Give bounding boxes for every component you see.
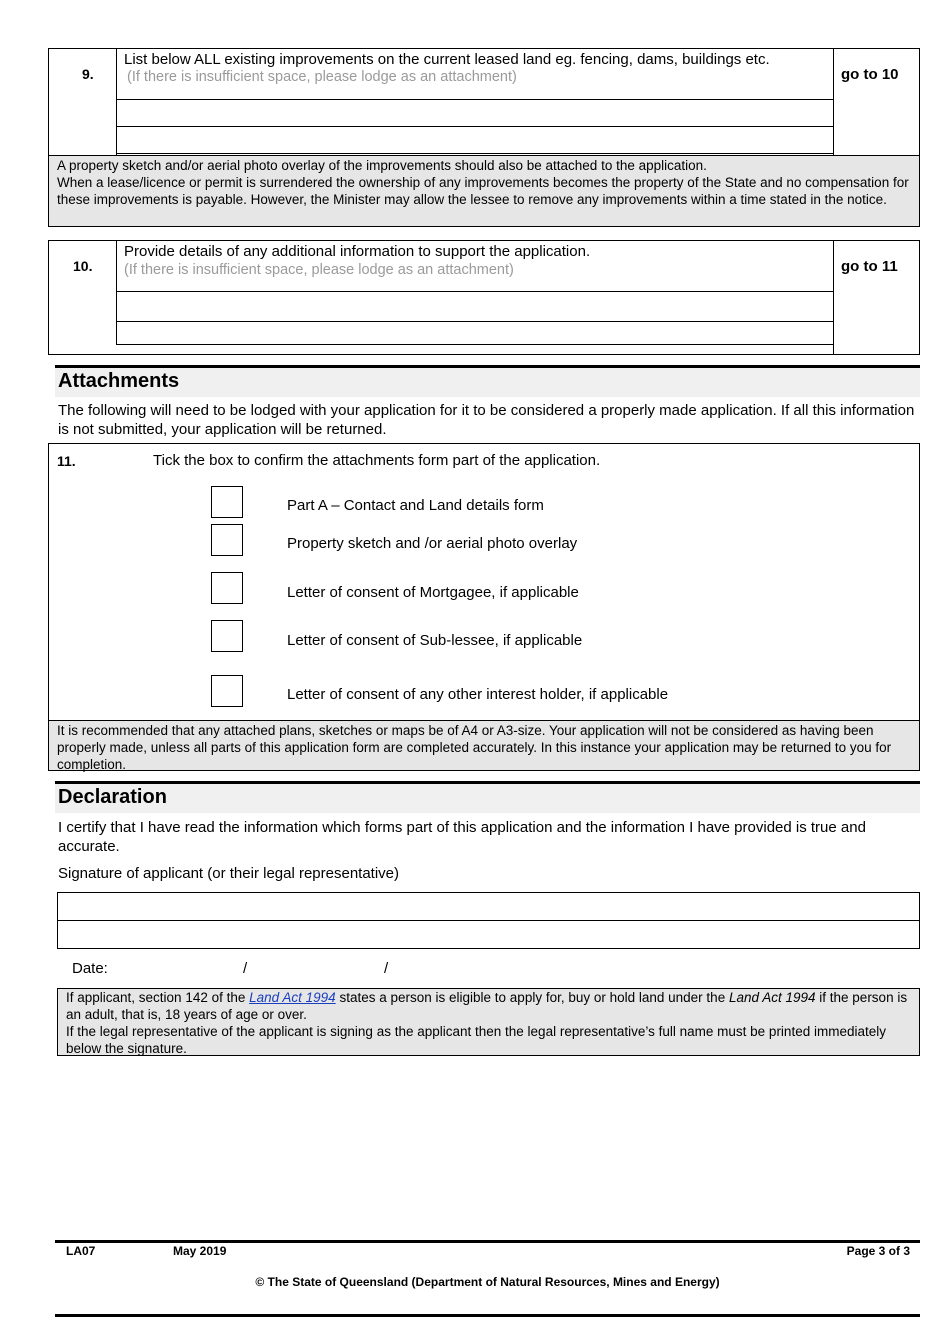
improvements-field-1[interactable] <box>116 99 834 127</box>
question-9-note-line1: A property sketch and/or aerial photo overlay of the improvements should also be attached to the application. <box>57 158 707 173</box>
checkbox-sub-lessee-consent-label: Letter of consent of Sub-lessee, if applicable <box>287 632 583 649</box>
question-9-text: List below ALL existing improvements on the current leased land eg. fencing, dams, buildings etc. <box>124 51 770 68</box>
checkbox-other-interest-consent[interactable] <box>211 675 243 707</box>
checkbox-mortgagee-consent-label: Letter of consent of Mortgagee, if applicable <box>287 584 579 601</box>
declaration-heading: Declaration <box>55 781 920 813</box>
question-11-number: 11. <box>57 453 76 469</box>
footer-date: May 2019 <box>173 1244 227 1258</box>
attachments-intro: The following will need to be lodged with your application for it to be considered a properly made application. If all this information is not submitted, your application will be returned. <box>58 402 915 438</box>
question-11-box <box>48 443 920 771</box>
question-10-box <box>48 240 920 355</box>
footer-rule-bottom <box>55 1314 920 1317</box>
question-9-box <box>48 48 920 227</box>
date-label: Date: <box>72 960 108 977</box>
declaration-note-line1: If applicant, section 142 of the Land Act 1994 states a person is eligible to apply for, buy or hold land under the Land Act 1994 if the person is an adult, that is, 18 years of age or over. <box>66 990 908 1022</box>
declaration-certify: I certify that I have read the information which forms part of this application and the information I have provided is true and accurate. <box>58 819 866 855</box>
date-separator-2: / <box>384 960 389 977</box>
question-9-note-line2: When a lease/licence or permit is surrendered the ownership of any improvements becomes the property of the State and no compensation for these improvements is payable. However, the Minister may allow the lessee to remove any improvements within a time stated in the notice. <box>57 175 909 207</box>
question-9-hint: (If there is insufficient space, please lodge as an attachment) <box>127 69 517 85</box>
checkbox-sub-lessee-consent[interactable] <box>211 620 243 652</box>
land-act-link[interactable]: Land Act 1994 <box>249 990 336 1005</box>
footer-copyright: © The State of Queensland (Department of Natural Resources, Mines and Energy) <box>255 1275 720 1289</box>
declaration-note-line2: If the legal representative of the applicant is signing as the applicant then the legal representative’s full name must be printed immediately below the signature. <box>66 1024 886 1056</box>
footer-rule-top <box>55 1240 920 1243</box>
question-10-hint: (If there is insufficient space, please lodge as an attachment) <box>124 262 514 278</box>
additional-info-field-2[interactable] <box>116 321 834 345</box>
question-11-text: Tick the box to confirm the attachments form part of the application. <box>153 452 601 469</box>
checkbox-property-sketch[interactable] <box>211 524 243 556</box>
signature-field-2[interactable] <box>57 920 920 949</box>
footer-form-code: LA07 <box>66 1244 96 1258</box>
attachments-note: It is recommended that any attached plans, sketches or maps be of A4 or A3-size. Your application will not be considered as having been properly made, unless all parts of this application form are completed accurately. In this instance your application may be returned to you for completion. <box>49 720 919 770</box>
additional-info-field-1[interactable] <box>116 291 834 322</box>
question-10-text: Provide details of any additional information to support the application. <box>124 243 591 260</box>
checkbox-part-a-label: Part A – Contact and Land details form <box>287 497 544 514</box>
question-9-goto: go to 10 <box>841 66 899 83</box>
question-9-number: 9. <box>82 66 94 82</box>
signature-field-1[interactable] <box>57 892 920 921</box>
question-10-goto: go to 11 <box>841 258 898 275</box>
signature-label: Signature of applicant (or their legal representative) <box>58 865 400 882</box>
checkbox-part-a[interactable] <box>211 486 243 518</box>
question-10-number: 10. <box>73 258 93 274</box>
declaration-note <box>57 988 920 1056</box>
checkbox-property-sketch-label: Property sketch and /or aerial photo overlay <box>287 535 578 552</box>
checkbox-other-interest-consent-label: Letter of consent of any other interest holder, if applicable <box>287 686 669 703</box>
footer-page: Page 3 of 3 <box>846 1244 910 1258</box>
improvements-field-2[interactable] <box>116 126 834 154</box>
date-separator-1: / <box>243 960 248 977</box>
question-9-note <box>49 155 919 226</box>
checkbox-mortgagee-consent[interactable] <box>211 572 243 604</box>
attachments-heading: Attachments <box>55 365 920 397</box>
